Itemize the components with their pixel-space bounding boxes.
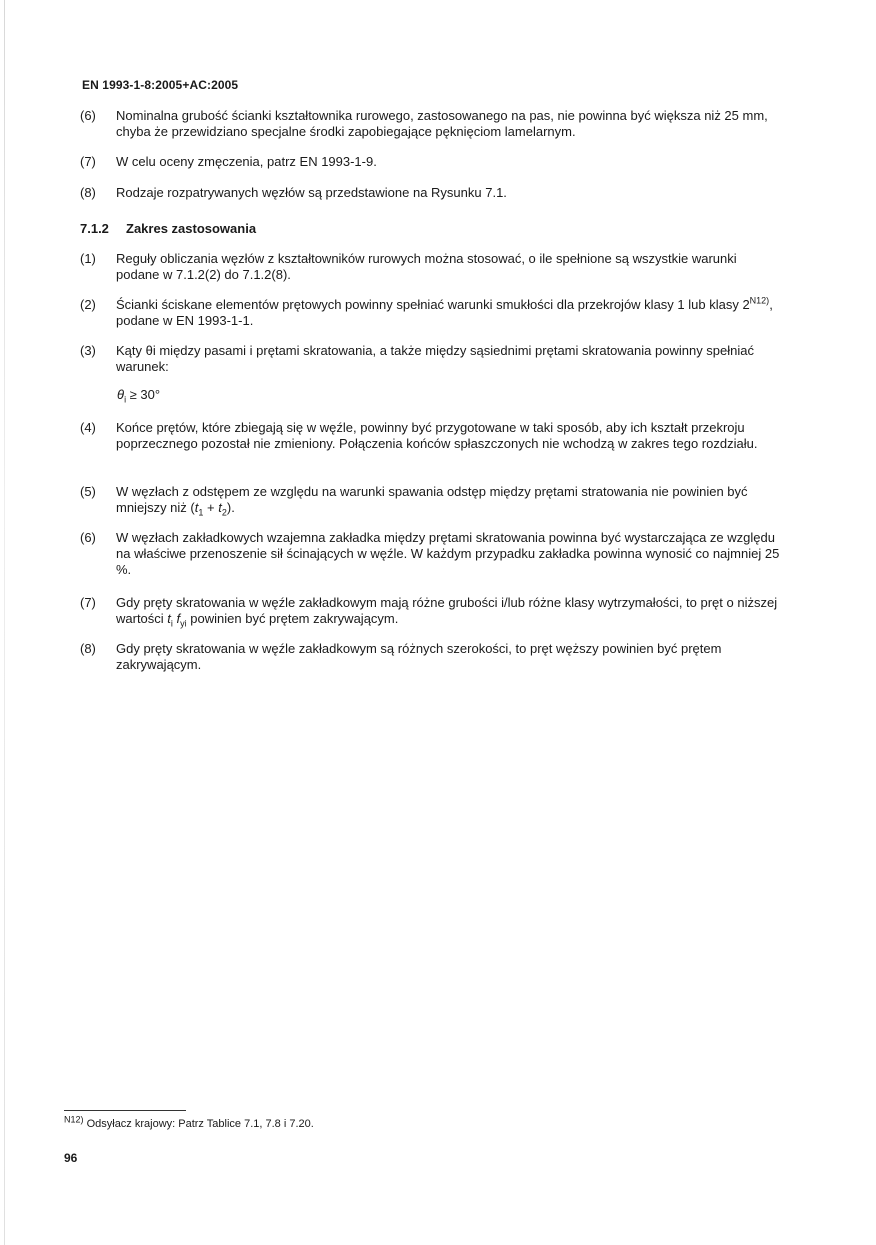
rule-text <box>116 484 780 516</box>
clause-6 <box>80 108 780 140</box>
rule-1 <box>80 251 780 283</box>
formula-rest: ≥ 30° <box>126 387 161 402</box>
rule-text-part: W węzłach z odstępem ze względu na warunki spawania odstęp między prętami stratowania nie powinien być mniejszy niż ( <box>116 484 748 515</box>
rule-6 <box>80 530 780 578</box>
t1-subscript: 1 <box>198 507 204 518</box>
rule-5 <box>80 484 780 516</box>
clause-7 <box>80 154 780 170</box>
rule-text-part: Ścianki ściskane elementów prętowych powinny spełniać warunki smukłości dla przekrojów klasy 1 lub klasy 2 <box>116 297 750 312</box>
t2-subscript: 2 <box>221 507 227 518</box>
rule-text-part: , podane w EN 1993-1-1. <box>116 297 773 328</box>
rule-number: (1) <box>80 251 96 266</box>
footnote-ref: N12) <box>749 295 770 306</box>
rule-3 <box>80 343 780 375</box>
plus-sign: + <box>203 500 219 515</box>
rule-text-part: Gdy pręty skratowania w węźle zakładkowym mają różne grubości i/lub różne klasy wytrzymałości, to pręt o niższej wartości <box>116 595 778 626</box>
rule-2 <box>80 297 780 329</box>
rule-text: Kąty θi między pasami i prętami skratowania, a także między sąsiednimi prętami skratowania powinny spełniać warunek: <box>116 343 754 374</box>
clause-text: Rodzaje rozpatrywanych węzłów są przedstawione na Rysunku 7.1. <box>116 185 507 200</box>
rule-text-part: ). <box>226 500 235 515</box>
footnote-text: Odsyłacz krajowy: Patrz Tablice 7.1, 7.8 i 7.20. <box>83 1118 314 1130</box>
rule-text: Reguły obliczania węzłów z kształtowników rurowych można stosować, o ile spełnione są wszystkie warunki podane w 7.1.2(2) do 7.1.2(8). <box>116 251 737 282</box>
rule-number: (4) <box>80 420 96 435</box>
rule-4 <box>80 420 780 452</box>
rule-7 <box>80 595 780 627</box>
clause-number: (6) <box>80 108 96 123</box>
rule-text <box>116 297 780 329</box>
rule-text: W węzłach zakładkowych wzajemna zakładka między prętami skratowania powinna być wystarczająca ze względu na właściwe przenoszenie sił ścinających w węźle. W każdym przypadku zakładka powinna wynosić co najmniej 25 %. <box>116 530 780 577</box>
clause-8 <box>80 185 780 201</box>
scan-edge <box>4 0 5 1245</box>
rule-number: (3) <box>80 343 96 358</box>
section-heading <box>80 221 256 236</box>
clause-text: Nominalna grubość ścianki kształtownika rurowego, zastosowanego na pas, nie powinna być większa niż 25 mm, chyba że przewidziano specjalne środki zapobiegające pęknięciom lamelarnym. <box>116 108 768 139</box>
rule-8 <box>80 641 780 673</box>
rule-text-part: powinien być prętem zakrywającym. <box>186 611 399 626</box>
rule-number: (8) <box>80 641 96 656</box>
footnote <box>64 1114 314 1130</box>
clause-number: (8) <box>80 185 96 200</box>
rule-number: (2) <box>80 297 96 312</box>
fyi-symbol: f <box>176 611 181 626</box>
footnote-separator <box>64 1110 186 1111</box>
section-number: 7.1.2 <box>80 221 109 236</box>
rule-text: Gdy pręty skratowania w węźle zakładkowym są różnych szerokości, to pręt węższy powinien być prętem zakrywającym. <box>116 641 722 672</box>
angle-condition-formula <box>117 387 161 405</box>
t2-symbol: t <box>218 500 222 515</box>
rule-number: (6) <box>80 530 96 545</box>
t1-symbol: t <box>194 500 199 515</box>
rule-number: (5) <box>80 484 96 499</box>
rule-text <box>116 595 780 627</box>
ti-symbol: t <box>167 611 171 626</box>
theta-symbol: θ <box>117 387 125 402</box>
clause-number: (7) <box>80 154 96 169</box>
theta-subscript: i <box>124 394 127 405</box>
footnote-marker: N12) <box>64 1114 84 1125</box>
rule-text: Końce prętów, które zbiegają się w węźle, powinny być przygotowane w taki sposób, aby ich kształt przekroju poprzecznego pozostał nie zmieniony. Połączenia końców spłaszczonych nie wchodzą w zakres tego rozdziału. <box>116 420 758 451</box>
ti-subscript: i <box>170 618 173 629</box>
rule-number: (7) <box>80 595 96 610</box>
clause-text: W celu oceny zmęczenia, patrz EN 1993-1-9. <box>116 154 377 169</box>
section-title: Zakres zastosowania <box>126 221 257 236</box>
fyi-subscript: yi <box>180 618 187 629</box>
page-number: 96 <box>64 1151 78 1165</box>
standard-header: EN 1993-1-8:2005+AC:2005 <box>82 78 239 92</box>
